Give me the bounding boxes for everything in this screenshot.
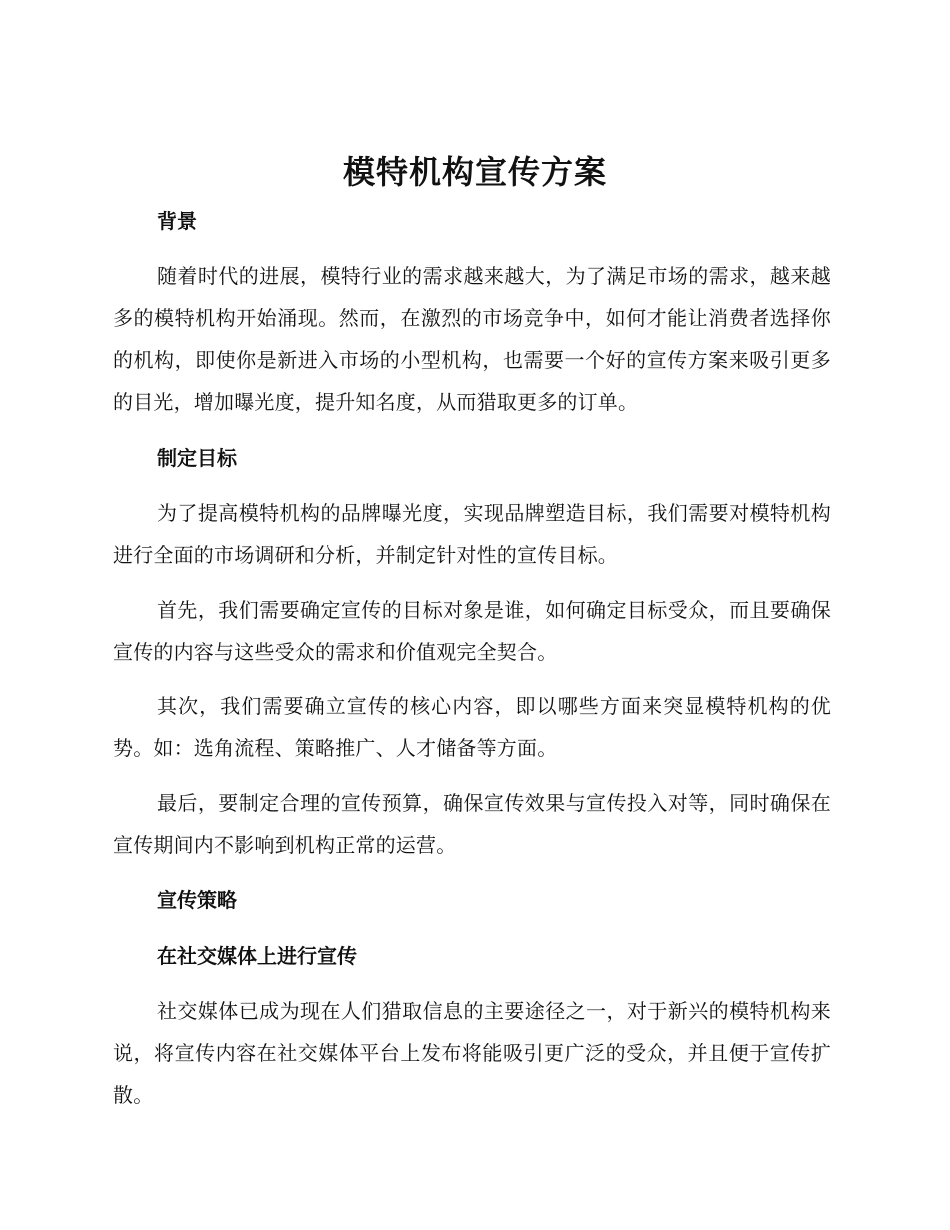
paragraph-goal-first: 首先，我们需要确定宣传的目标对象是谁，如何确定目标受众，而且要确保宣传的内容与这些受众的需求和价值观完全契合。 (113, 598, 831, 664)
paragraph-goal-second: 其次，我们需要确立宣传的核心内容，即以哪些方面来突显模特机构的优势。如：选角流程、策略推广、人才储备等方面。 (113, 694, 831, 760)
section-heading-strategy: 宣传策略 (157, 888, 237, 912)
subsection-heading-social-media: 在社交媒体上进行宣传 (157, 944, 357, 968)
document-title: 模特机构宣传方案 (342, 153, 607, 191)
paragraph-goal-last: 最后，要制定合理的宣传预算，确保宣传效果与宣传投入对等，同时确保在宣传期间内不影响到机构正常的运营。 (113, 791, 831, 857)
section-heading-background: 背景 (157, 209, 197, 233)
paragraph-social-media: 社交媒体已成为现在人们猎取信息的主要途径之一，对于新兴的模特机构来说，将宣传内容在社交媒体平台上发布将能吸引更广泛的受众，并且便于宣传扩散。 (113, 999, 831, 1107)
section-heading-goal: 制定目标 (157, 446, 237, 470)
paragraph-goal-intro: 为了提高模特机构的品牌曝光度，实现品牌塑造目标，我们需要对模特机构进行全面的市场调研和分析，并制定针对性的宣传目标。 (113, 501, 831, 567)
paragraph-background: 随着时代的进展，模特行业的需求越来越大，为了满足市场的需求，越来越多的模特机构开始涌现。然而，在激烈的市场竞争中，如何才能让消费者选择你的机构，即使你是新进入市场的小型机构，也需要一个好的宣传方案来吸引更多的目光，增加曝光度，提升知名度，从而猎取更多的订单。 (113, 264, 831, 414)
